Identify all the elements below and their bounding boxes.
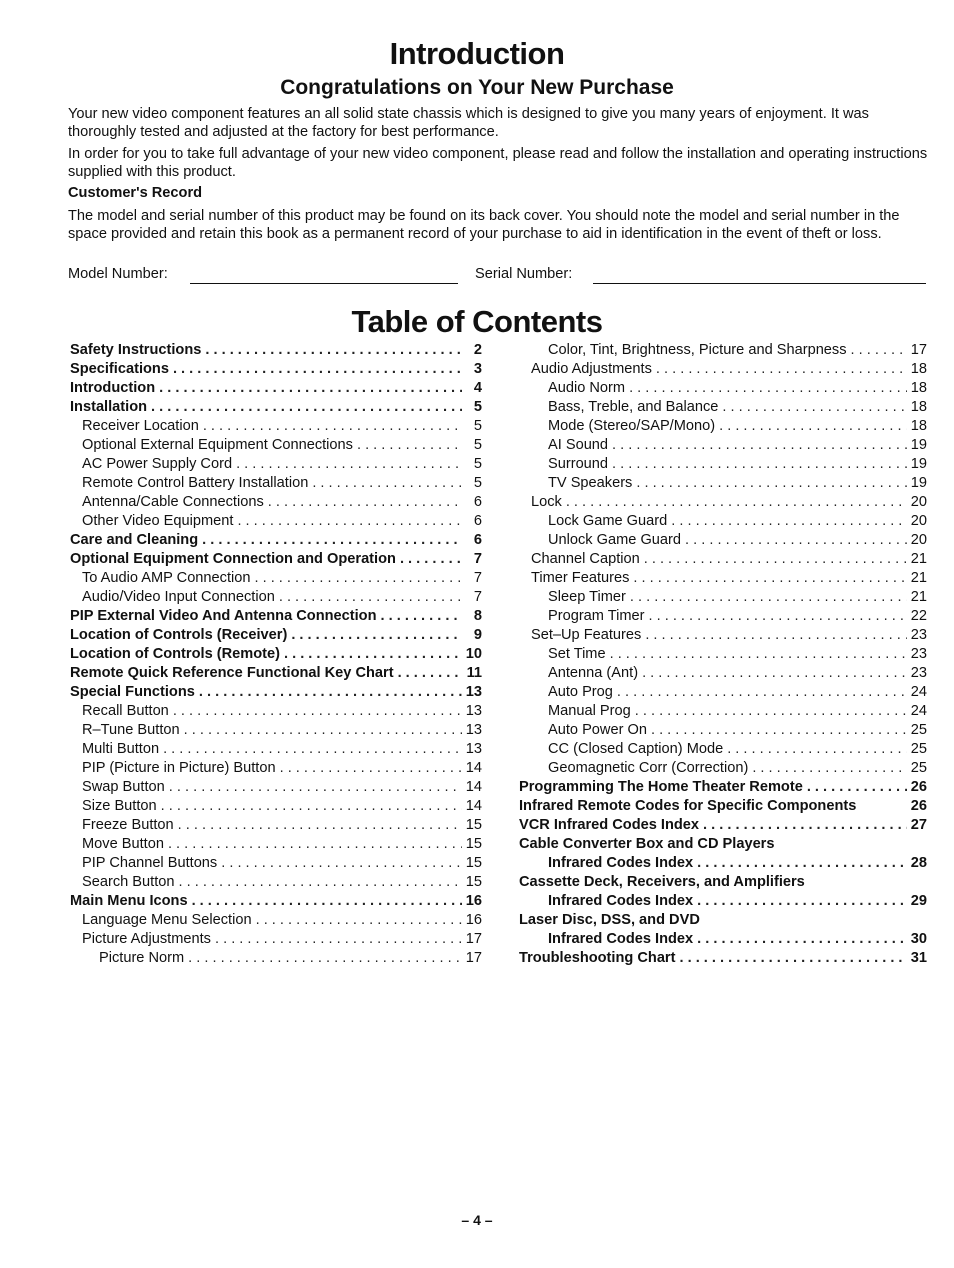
record-fields [68, 266, 926, 286]
toc-title: Table of Contents [351, 304, 603, 339]
toc-entry-title: R–Tune Button [82, 722, 180, 738]
toc-entry-title: Laser Disc, DSS, and DVD [519, 912, 700, 928]
toc-entry-title: Cassette Deck, Receivers, and Amplifiers [519, 874, 805, 890]
toc-dot-leader [636, 474, 906, 493]
toc-entry [70, 569, 482, 588]
toc-entry-title: Picture Adjustments [82, 931, 211, 947]
toc-entry [70, 474, 482, 493]
toc-entry-title: Picture Norm [99, 950, 185, 966]
toc-entry-title: Infrared Codes Index [548, 893, 694, 909]
toc-entry-page: 17 [465, 950, 482, 966]
toc-entry-title: Audio Adjustments [531, 361, 652, 377]
toc-entry [519, 778, 927, 797]
toc-entry [519, 455, 927, 474]
toc-dot-leader [635, 702, 907, 721]
toc-entry-title: VCR Infrared Codes Index [519, 817, 700, 833]
toc-entry [70, 493, 482, 512]
model-number-blank [190, 283, 458, 284]
toc-entry-page: 5 [473, 475, 482, 491]
toc-entry [519, 816, 927, 835]
toc-entry-page: 20 [910, 494, 927, 510]
toc-dot-leader [205, 341, 462, 360]
toc-entry [519, 436, 927, 455]
toc-entry-title: Infrared Codes Index [548, 855, 694, 871]
toc-entry-title: Cable Converter Box and CD Players [519, 836, 775, 852]
toc-entry-page: 14 [465, 779, 482, 795]
toc-entry-title: Color, Tint, Brightness, Picture and Sharpness [548, 342, 847, 358]
toc-dot-leader [649, 607, 907, 626]
toc-entry-page: 18 [910, 361, 927, 377]
toc-entry-page: 22 [910, 608, 927, 624]
toc-entry-title: PIP (Picture in Picture) Button [82, 760, 276, 776]
toc-entry-page: 24 [910, 703, 927, 719]
toc-entry-page: 7 [473, 589, 482, 605]
toc-dot-leader [254, 569, 462, 588]
toc-entry-title: Audio/Video Input Connection [82, 589, 275, 605]
toc-dot-leader [685, 531, 907, 550]
toc-entry-title: Specifications [70, 361, 169, 377]
toc-entry-page: 5 [473, 399, 482, 415]
toc-entry-title: Move Button [82, 836, 164, 852]
toc-entry-title: Freeze Button [82, 817, 174, 833]
toc-entry [519, 721, 927, 740]
toc-entry [70, 854, 482, 873]
toc-entry [519, 341, 927, 360]
toc-dot-leader [192, 892, 462, 911]
toc-entry [70, 949, 482, 968]
toc-entry-page: 23 [910, 665, 927, 681]
toc-entry-page: 18 [910, 380, 927, 396]
toc-dot-leader [697, 892, 907, 911]
toc-entry [70, 892, 482, 911]
toc-entry-title: CC (Closed Caption) Mode [548, 741, 724, 757]
toc-dot-leader [159, 379, 462, 398]
toc-entry-title: Size Button [82, 798, 157, 814]
toc-dot-leader [612, 436, 907, 455]
toc-entry [519, 854, 927, 873]
toc-entry-page: 21 [910, 570, 927, 586]
toc-entry-title: Location of Controls (Remote) [70, 646, 280, 662]
toc-dot-leader [291, 626, 462, 645]
toc-entry-page: 10 [465, 646, 482, 662]
toc-entry [70, 683, 482, 702]
toc-dot-leader [617, 683, 907, 702]
toc-entry-title: Antenna/Cable Connections [82, 494, 264, 510]
toc-entry-title: Optional External Equipment Connections [82, 437, 353, 453]
toc-entry-page: 5 [473, 418, 482, 434]
toc-entry-page: 14 [465, 760, 482, 776]
toc-entry-title: Surround [548, 456, 609, 472]
toc-entry-title: PIP Channel Buttons [82, 855, 218, 871]
toc-entry [70, 759, 482, 778]
toc-dot-leader [202, 531, 462, 550]
toc-entry-page: 31 [910, 950, 927, 966]
toc-dot-leader [612, 455, 907, 474]
toc-entry-title: Sleep Timer [548, 589, 626, 605]
toc-entry-page: 19 [910, 456, 927, 472]
toc-entry [70, 664, 482, 683]
toc-dot-leader [256, 911, 462, 930]
toc-entry [519, 360, 927, 379]
toc-entry-title: Safety Instructions [70, 342, 202, 358]
toc-entry-title: AI Sound [548, 437, 609, 453]
toc-entry [519, 569, 927, 588]
toc-entry-title: Installation [70, 399, 148, 415]
toc-entry [519, 379, 927, 398]
toc-entry-title: Receiver Location [82, 418, 199, 434]
toc-entry-page: 17 [465, 931, 482, 947]
toc-entry-page: 15 [465, 855, 482, 871]
toc-dot-leader [357, 436, 462, 455]
toc-dot-leader [221, 854, 462, 873]
toc-entry [519, 645, 927, 664]
toc-entry-title: Optional Equipment Connection and Operation [70, 551, 396, 567]
toc-dot-leader [398, 664, 462, 683]
toc-dot-leader [629, 379, 907, 398]
toc-entry [519, 873, 927, 892]
toc-entry-title: Search Button [82, 874, 175, 890]
toc-entry [519, 759, 927, 778]
toc-dot-leader [215, 930, 462, 949]
toc-entry-title: Infrared Remote Codes for Specific Components [519, 798, 857, 814]
toc-entry [70, 873, 482, 892]
toc-entry [70, 930, 482, 949]
toc-entry [70, 835, 482, 854]
toc-entry-page: 26 [910, 779, 927, 795]
toc-entry-page: 25 [910, 722, 927, 738]
toc-dot-leader [656, 360, 907, 379]
toc-entry [519, 417, 927, 436]
toc-dot-leader [644, 550, 907, 569]
toc-entry [519, 702, 927, 721]
toc-dot-leader [697, 854, 907, 873]
toc-entry-page: 24 [910, 684, 927, 700]
toc-dot-leader [178, 816, 462, 835]
toc-entry [70, 588, 482, 607]
toc-dot-leader [722, 398, 906, 417]
toc-dot-leader [645, 626, 906, 645]
toc-dot-leader [173, 702, 462, 721]
toc-entry-page: 26 [910, 798, 927, 814]
toc-entry-title: Infrared Codes Index [548, 931, 694, 947]
toc-entry-title: Set–Up Features [531, 627, 642, 643]
toc-entry [519, 930, 927, 949]
toc-dot-leader [184, 721, 462, 740]
toc-entry [519, 607, 927, 626]
toc-dot-leader [237, 512, 462, 531]
toc-entry-title: Main Menu Icons [70, 893, 188, 909]
toc-entry-title: Swap Button [82, 779, 165, 795]
toc-dot-leader [727, 740, 907, 759]
toc-entry-page: 21 [910, 589, 927, 605]
toc-dot-leader [268, 493, 462, 512]
toc-entry [70, 341, 482, 360]
toc-entry [519, 740, 927, 759]
toc-dot-leader [179, 873, 462, 892]
toc-entry [70, 740, 482, 759]
toc-dot-leader [203, 417, 462, 436]
toc-entry [519, 493, 927, 512]
toc-entry-title: PIP External Video And Antenna Connection [70, 608, 377, 624]
toc-entry-title: Program Timer [548, 608, 645, 624]
toc-entry-title: Mode (Stereo/SAP/Mono) [548, 418, 716, 434]
toc-entry-title: Care and Cleaning [70, 532, 199, 548]
toc-entry-page: 5 [473, 437, 482, 453]
toc-entry-title: AC Power Supply Cord [82, 456, 233, 472]
toc-dot-leader [630, 588, 907, 607]
toc-dot-leader [236, 455, 462, 474]
page-subheading: Congratulations on Your New Purchase [280, 76, 674, 99]
toc-entry [70, 379, 482, 398]
toc-dot-leader [169, 778, 462, 797]
toc-entry-page: 20 [910, 513, 927, 529]
toc-entry-title: Antenna (Ant) [548, 665, 639, 681]
toc-entry-page: 2 [473, 342, 482, 358]
toc-entry-title: Lock [531, 494, 562, 510]
toc-entry-title: Channel Caption [531, 551, 640, 567]
toc-entry-page: 17 [910, 342, 927, 358]
toc-entry-title: Multi Button [82, 741, 160, 757]
toc-entry [70, 778, 482, 797]
page-heading: Introduction [389, 36, 565, 71]
toc-entry-title: To Audio AMP Connection [82, 570, 251, 586]
toc-entry-page: 16 [465, 912, 482, 928]
toc-entry [70, 721, 482, 740]
toc-entry-title: Manual Prog [548, 703, 631, 719]
serial-number-blank [593, 283, 926, 284]
toc-entry [519, 911, 927, 930]
toc-dot-leader [381, 607, 462, 626]
toc-entry-page: 30 [910, 931, 927, 947]
toc-entry-title: Auto Power On [548, 722, 647, 738]
toc-entry-title: Lock Game Guard [548, 513, 668, 529]
toc-entry [70, 626, 482, 645]
toc-dot-leader [651, 721, 907, 740]
toc-entry-title: Remote Control Battery Installation [82, 475, 309, 491]
toc-dot-leader [279, 588, 462, 607]
toc-entry-title: Audio Norm [548, 380, 626, 396]
toc-entry-page: 20 [910, 532, 927, 548]
toc-entry [519, 626, 927, 645]
toc-entry-page: 28 [910, 855, 927, 871]
page-number: – 4 – [461, 1212, 493, 1228]
toc-entry [70, 398, 482, 417]
toc-entry-title: TV Speakers [548, 475, 633, 491]
toc-entry-page: 7 [473, 570, 482, 586]
toc-entry [70, 911, 482, 930]
toc-entry-page: 16 [465, 893, 482, 909]
toc-dot-leader [400, 550, 462, 569]
toc-entry-page: 14 [465, 798, 482, 814]
toc-entry-page: 5 [473, 456, 482, 472]
toc-dot-leader [168, 835, 462, 854]
toc-dot-leader [610, 645, 907, 664]
toc-entry [70, 816, 482, 835]
toc-entry [70, 702, 482, 721]
toc-entry [70, 550, 482, 569]
toc-entry-page: 23 [910, 646, 927, 662]
toc-entry [70, 360, 482, 379]
toc-entry-title: Auto Prog [548, 684, 613, 700]
toc-dot-leader [284, 645, 462, 664]
toc-entry-page: 13 [465, 722, 482, 738]
toc-dot-leader [161, 797, 462, 816]
toc-entry [519, 531, 927, 550]
toc-entry [519, 512, 927, 531]
toc-entry-page: 27 [910, 817, 927, 833]
toc-entry-page: 23 [910, 627, 927, 643]
toc-entry-title: Bass, Treble, and Balance [548, 399, 719, 415]
toc-entry-page: 25 [910, 741, 927, 757]
toc-entry-page: 6 [473, 532, 482, 548]
toc-entry [70, 531, 482, 550]
toc-entry-page: 18 [910, 418, 927, 434]
toc-entry-page: 4 [473, 380, 482, 396]
toc-entry-title: Timer Features [531, 570, 630, 586]
toc-dot-leader [703, 816, 907, 835]
toc-entry [70, 512, 482, 531]
toc-entry-page: 18 [910, 399, 927, 415]
toc-entry [519, 949, 927, 968]
toc-entry [70, 455, 482, 474]
toc-entry-title: Geomagnetic Corr (Correction) [548, 760, 749, 776]
toc-entry-title: Recall Button [82, 703, 169, 719]
toc-entry [519, 588, 927, 607]
toc-entry-page: 8 [473, 608, 482, 624]
toc-entry [70, 417, 482, 436]
toc-entry [519, 797, 927, 816]
toc-entry-title: Language Menu Selection [82, 912, 252, 928]
toc-entry-page: 11 [466, 665, 482, 681]
toc-dot-leader [851, 341, 907, 360]
toc-entry-title: Introduction [70, 380, 156, 396]
toc-entry-page: 21 [910, 551, 927, 567]
toc-entry-title: Set Time [548, 646, 606, 662]
toc-entry-page: 13 [465, 684, 482, 700]
toc-entry-page: 25 [910, 760, 927, 776]
toc-right-column [519, 341, 927, 968]
toc-dot-leader [752, 759, 906, 778]
toc-entry-page: 6 [473, 513, 482, 529]
toc-dot-leader [312, 474, 462, 493]
toc-dot-leader [697, 930, 907, 949]
toc-entry [519, 835, 927, 854]
toc-entry-page: 29 [910, 893, 927, 909]
toc-entry-title: Location of Controls (Receiver) [70, 627, 288, 643]
toc-dot-leader [280, 759, 462, 778]
toc-dot-leader [188, 949, 462, 968]
toc-entry-page: 13 [465, 741, 482, 757]
toc-entry-page: 19 [910, 437, 927, 453]
toc-entry-title: Troubleshooting Chart [519, 950, 676, 966]
toc-entry-page: 15 [465, 817, 482, 833]
customers-record-heading: Customer's Record [68, 185, 203, 201]
toc-left-column [70, 341, 482, 968]
toc-entry-page: 13 [465, 703, 482, 719]
toc-entry [519, 398, 927, 417]
toc-entry [70, 436, 482, 455]
intro-paragraph-2: In order for you to take full advantage of your new video component, please read and follow the installation and operating instructions supplied with this product. [68, 146, 928, 180]
toc-dot-leader [719, 417, 907, 436]
toc-dot-leader [173, 360, 462, 379]
toc-entry-page: 6 [473, 494, 482, 510]
toc-entry-page: 3 [473, 361, 482, 377]
toc-dot-leader [671, 512, 907, 531]
customers-record-paragraph: The model and serial number of this product may be found on its back cover. You should note the model and serial number in the space provided and retain this book as a permanent record of your purchase to aid in identification in the event of theft or loss. [68, 208, 900, 242]
toc-entry-page: 19 [910, 475, 927, 491]
toc-entry-title: Special Functions [70, 684, 195, 700]
toc-entry-page: 7 [473, 551, 482, 567]
toc-entry-title: Remote Quick Reference Functional Key Chart [70, 665, 394, 681]
toc-entry [519, 892, 927, 911]
toc-entry-title: Other Video Equipment [82, 513, 234, 529]
toc-entry [519, 474, 927, 493]
model-number-label: Model Number: [68, 266, 168, 282]
toc-dot-leader [566, 493, 907, 512]
toc-entry-title: Programming The Home Theater Remote [519, 779, 803, 795]
toc-entry [70, 797, 482, 816]
toc-entry-page: 15 [465, 874, 482, 890]
toc-dot-leader [163, 740, 462, 759]
toc-entry-page: 9 [473, 627, 482, 643]
toc-entry [70, 607, 482, 626]
toc-entry [70, 645, 482, 664]
toc-entry-title: Unlock Game Guard [548, 532, 682, 548]
intro-paragraph-1: Your new video component features an all solid state chassis which is designed to give you many years of enjoyment. It was thoroughly tested and adjusted at the factory for best performance. [68, 106, 869, 140]
toc-dot-leader [633, 569, 906, 588]
toc-entry [519, 550, 927, 569]
toc-entry-page: 15 [465, 836, 482, 852]
toc-entry [519, 683, 927, 702]
toc-dot-leader [679, 949, 906, 968]
toc-dot-leader [151, 398, 462, 417]
toc-dot-leader [199, 683, 462, 702]
toc-dot-leader [642, 664, 907, 683]
serial-number-label: Serial Number: [475, 266, 573, 282]
toc-entry [519, 664, 927, 683]
toc-dot-leader [807, 778, 907, 797]
